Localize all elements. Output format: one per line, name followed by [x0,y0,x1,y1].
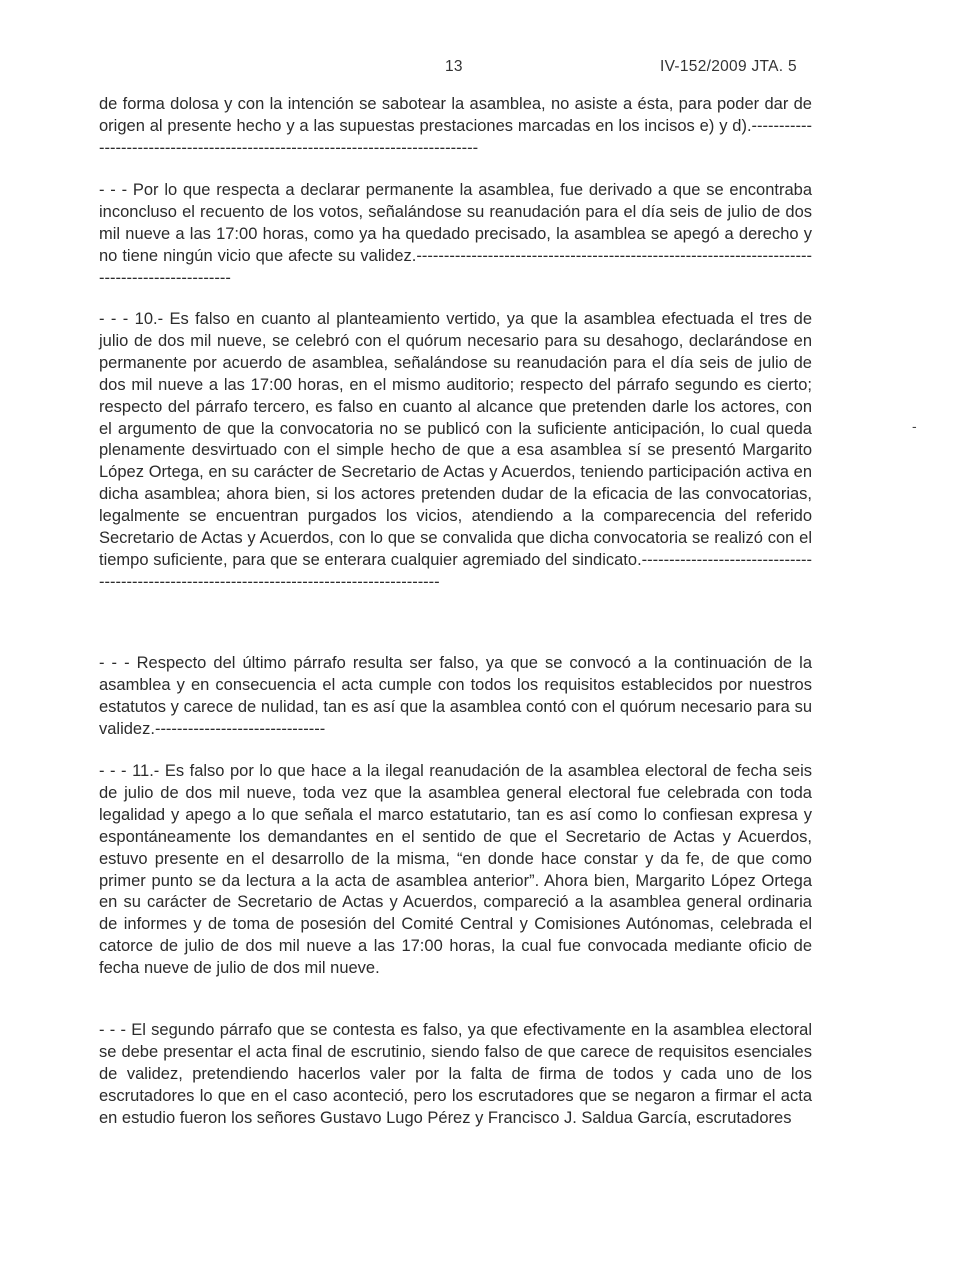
paragraph-point-10: - - - 10.- Es falso en cuanto al planteamiento vertido, ya que la asamblea efectuada el tres de julio de dos mil nueve, se celebró con el quórum necesario para su desahogo, declarándose en permanente por acuerdo de asamblea, señalándose su reanudación para el día seis de julio de dos mil nueve a las 17:00 horas, en el mismo auditorio; respecto del párrafo segundo es cierto; respecto del párrafo tercero, es falso en cuanto al alcance que pretenden darle los actores, con el argumento de que la convocatoria no se publicó con la suficiente anticipación, lo cual queda plenamente desvirtuado con el simple hecho de que a esa asamblea sí se presentó Margarito López Ortega, en su carácter de Secretario de Actas y Acuerdos, teniendo participación activa en dicha asamblea; ahora bien, si los actores pretenden dudar de la eficacia de las convocatorias, legalmente se encuentran purgados los vicios, atendiendo a la comparecencia del referido Secretario de Actas y Acuerdos, con lo que se convalida que dicha convocatoria se realizó con el tiempo suficiente, para que se enterara cualquier agremiado del sindicato.--------------------------------------------------------------------------------------------- [99,310,812,591]
paragraph-permanent-assembly: - - - Por lo que respecta a declarar permanente la asamblea, fue derivado a que se encontraba inconcluso el recuento de los votos, señalándose su reanudación para el día seis de julio de dos mil nueve a las 17:00 horas, como ya ha quedado precisado, la asamblea se apegó a derecho y no tiene ningún vicio que afecte su validez.------------------------------------------------------------------------------------------------ [99,181,812,287]
paragraph-last-paragraph-response: - - - Respecto del último párrafo resulta ser falso, ya que se convocó a la continuación de la asamblea y en consecuencia el acta cumple con todos los requisitos establecidos por nuestros estatutos y carece de nulidad, tan es así que la asamblea contó con el quórum necesario para su validez.------------------------------- [99,654,812,738]
paragraph-point-11: - - - 11.- Es falso por lo que hace a la ilegal reanudación de la asamblea electoral de fecha seis de julio de dos mil nueve, toda vez que la asamblea general electoral fue celebrada con toda legalidad y apego a lo que señala el marco estatutario, tan es así como lo confiesan expresa y espontáneamente los demandantes en el sentido de que el Secretario de Actas y Acuerdos, estuvo presente en el desarrollo de la misma, “en donde hace constar y da fe, de que como primer punto se da lectura a la acta de asamblea anterior”. Ahora bien, Margarito López Ortega en su carácter de Secretario de Actas y Acuerdos, compareció a la asamblea general ordinaria de informes y de toma de posesión del Comité Central y Comisiones Autónomas, celebrada el catorce de julio de dos mil nueve a las 17:00 horas, la cual fue convocada mediante oficio de fecha nueve de julio de dos mil nueve. [99,762,812,978]
case-reference: IV-152/2009 JTA. 5 [660,58,797,75]
page-number: 13 [445,58,463,75]
stray-mark: - [912,418,917,434]
paragraph-continuation: de forma dolosa y con la intención se sabotear la asamblea, no asiste a ésta, para poder dar de origen al presente hecho y a las supuestas prestaciones marcadas en los incisos e) y d).-------------------------------------------------------------------------------- [99,95,812,157]
paragraph-second-paragraph-response: - - - El segundo párrafo que se contesta es falso, ya que efectivamente en la asamblea electoral se debe presentar el acta final de escrutinio, siendo falso de que carece de requisitos esenciales de validez, pretendiendo hacerlos valer por la falta de firma de todos y cada uno de los escrutadores lo que en el caso aconteció, pero los escrutadores que se negaron a firmar el acta en estudio fueron los señores Gustavo Lugo Pérez y Francisco J. Saldua García, escrutadores [99,1021,812,1127]
